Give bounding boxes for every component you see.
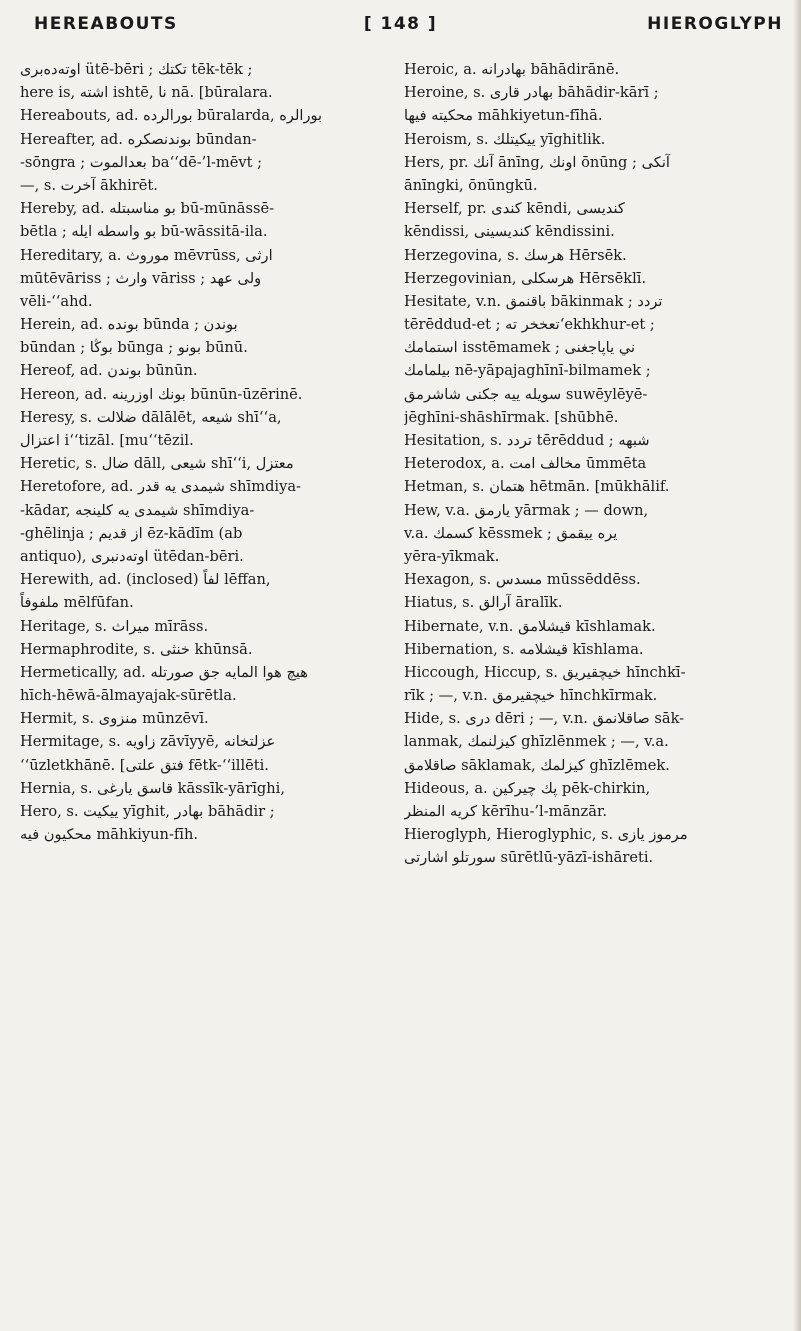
dictionary-line: hīch-hēwā-ālmayajak-sūrētla. bbox=[20, 687, 237, 705]
dictionary-line: Hers, pr. آنك ānīng, اونك ōnūng ; آنكى bbox=[404, 153, 670, 171]
dictionary-line: rīk ; —, v.n. خيچقيرمق hīnchkīrmak. bbox=[404, 687, 658, 705]
dictionary-line: Hereabouts, ad. بورالرده būralarda, بورالره bbox=[20, 107, 323, 125]
dictionary-line: Hiatus, s. آرالق āralīk. bbox=[404, 594, 563, 612]
dictionary-line: Herzegovinian, هرسكلى Hērsēklī. bbox=[404, 269, 647, 287]
dictionary-line: Hereafter, ad. بوندنصكره būndan- bbox=[20, 130, 257, 148]
header-left-word: HEREABOUTS bbox=[34, 14, 178, 34]
dictionary-line: Hexagon, s. مسدس mūssēddēss. bbox=[404, 571, 641, 589]
dictionary-line: استمامك isstēmamek ; ني ياپاجغنى bbox=[404, 339, 636, 357]
dictionary-line: Heresy, s. ضلالت dālālēt, شيعه shī‘‘a, bbox=[20, 408, 282, 426]
right-column bbox=[404, 58, 779, 870]
dictionary-line: Hideous, a. پك چيركين pēk-chirkin, bbox=[404, 779, 651, 797]
dictionary-line: Hiccough, Hiccup, s. خيچقيريق hīnchkī- bbox=[404, 663, 686, 681]
dictionary-line: tērēddud-et ; تعخخر ته‘ekhkhur-et ; bbox=[404, 316, 655, 334]
dictionary-line: Herewith, ad. (inclosed) لفاً lēffan, bbox=[20, 571, 271, 589]
dictionary-line: kēndissi, كنديسينى kēndissini. bbox=[404, 223, 615, 241]
dictionary-line: ‘‘ūzletkhānē. [فتق علتى fētk-‘‘illēti. bbox=[20, 756, 269, 774]
dictionary-line: -kādar, شيمدى يه كلينجه shīmdiya- bbox=[20, 501, 255, 519]
dictionary-line: Hermitage, s. زاويه zāvīyyē, عزلتخانه bbox=[20, 733, 276, 751]
dictionary-line: Hernia, s. قاسق يارغى kāssīk-yārīghi, bbox=[20, 779, 285, 797]
dictionary-line: سورتلو اشارتى sūrētlū-yāzī-ishāreti. bbox=[404, 849, 654, 867]
dictionary-line: اوته‌ده‌بری ütē-bēri ; تكتك tēk-tēk ; bbox=[20, 61, 253, 78]
page-number: [ 148 ] bbox=[363, 14, 438, 34]
dictionary-line: Hereditary, a. موروث mēvrūss, ارثى bbox=[20, 246, 273, 264]
dictionary-line: -ghēlinja ; از قديم ēz-kādīm (ab bbox=[20, 524, 243, 542]
dictionary-line: Hesitation, s. تردد tērēddud ; شبهه bbox=[404, 432, 650, 449]
dictionary-line: بيلمامك nē-yāpajaghīnī-bilmamek ; bbox=[404, 362, 651, 380]
dictionary-line: سويله ييه جكنى شاشرمق suwēylēyē- bbox=[404, 385, 648, 403]
dictionary-line: antiquo), اوته‌دنبرى ütēdan-bēri. bbox=[20, 547, 244, 565]
dictionary-line: —, s. آخرت ākhirēt. bbox=[20, 176, 158, 194]
dictionary-line: محكيته فيها māhkiyetun-fīhā. bbox=[404, 107, 603, 125]
dictionary-line: Hetman, s. هتمان hētmān. [mūkhālif. bbox=[404, 478, 670, 496]
dictionary-line: Hibernate, v.n. قيشلامق kīshlamak. bbox=[404, 617, 656, 635]
dictionary-line: صاقلامق sāklamak, كيزلمك ghīzlēmek. bbox=[404, 756, 670, 774]
left-column bbox=[20, 58, 395, 846]
dictionary-line: Heroism, s. ييكيتلك yīghitlik. bbox=[404, 130, 606, 148]
dictionary-line: Hereby, ad. بو مناسبتله bū-mūnāssē- bbox=[20, 200, 275, 218]
dictionary-line: Hermit, s. منزوى mūnzēvī. bbox=[20, 710, 209, 728]
dictionary-line: būndan ; بوڭا būnga ; بونو būnū. bbox=[20, 339, 248, 357]
dictionary-line: Hieroglyph, Hieroglyphic, s. مرموز يازى bbox=[404, 826, 688, 844]
dictionary-line: vēli-‘‘ahd. bbox=[20, 292, 93, 310]
dictionary-line: محكيون فيه māhkiyun-fīh. bbox=[20, 826, 198, 844]
dictionary-line: jēghīni-shāshīrmak. [shūbhē. bbox=[404, 408, 619, 426]
dictionary-line: v.a. كسمك kēssmek ; يره ييقمق bbox=[404, 524, 618, 542]
dictionary-line: ملفوفاً mēlfūfan. bbox=[20, 594, 134, 612]
dictionary-line: yēra-yīkmak. bbox=[404, 547, 500, 565]
dictionary-line: Herzegovina, s. هرسك Hērsēk. bbox=[404, 246, 627, 264]
dictionary-line: Heterodox, a. مخالف امت ūmmēta bbox=[404, 455, 647, 473]
dictionary-line: اعتزال i‘‘tizāl. [mu‘‘tēzil. bbox=[20, 432, 194, 449]
header-right-word: HIEROGLYPH bbox=[647, 14, 783, 34]
dictionary-line: Heretofore, ad. شيمدى يه قدر shīmdiya- bbox=[20, 478, 301, 496]
dictionary-line: mūtēvāriss ; وارث vāriss ; ولى عهد bbox=[20, 269, 262, 287]
dictionary-line: Heroine, s. بهادر قارى bāhādir-kārī ; bbox=[404, 84, 659, 102]
dictionary-line: bētla ; بو واسطه ايله bū-wāssitā-ila. bbox=[20, 223, 268, 241]
dictionary-line: Herein, ad. بونده būnda ; بوندن bbox=[20, 316, 238, 334]
dictionary-line: Hesitate, v.n. باقنمق bākinmak ; تردد bbox=[404, 292, 663, 310]
dictionary-line: Hibernation, s. قيشلامه kīshlama. bbox=[404, 640, 644, 658]
dictionary-line: Hereon, ad. بونك اوزرينه būnūn-ūzērinē. bbox=[20, 385, 303, 403]
dictionary-line: Heretic, s. ضال dāll, شيعى shī‘‘i, معتزل bbox=[20, 455, 294, 473]
dictionary-line: كريه المنظر kērīhu-’l-mānzār. bbox=[404, 803, 607, 820]
dictionary-line: Hide, s. درى dēri ; —, v.n. صاقلانمق sāk- bbox=[404, 710, 685, 728]
dictionary-line: Heritage, s. ميراث mīrāss. bbox=[20, 617, 209, 635]
dictionary-line: lanmak, كيزلنمك ghīzlēnmek ; —, v.a. bbox=[404, 733, 669, 751]
dictionary-line: Herself, pr. كندى kēndi, كنديسى bbox=[404, 200, 625, 218]
dictionary-line: ānīngki, ōnūngkū. bbox=[404, 176, 538, 194]
dictionary-line: Hermaphrodite, s. خنثى khūnsā. bbox=[20, 640, 253, 658]
dictionary-line: -sōngra ; بعدالموت ba‘‘dē-’l-mēvt ; bbox=[20, 153, 263, 171]
dictionary-line: here is, اشته ishtē, نا nā. [būralara. bbox=[20, 84, 273, 102]
dictionary-line: Hereof, ad. بوندن būnūn. bbox=[20, 362, 198, 380]
dictionary-line: Hew, v.a. يارمق yārmak ; — down, bbox=[404, 501, 649, 519]
page-edge-shadow bbox=[793, 0, 801, 1331]
running-header bbox=[0, 14, 801, 48]
dictionary-line: Hermetically, ad. هيچ هوا المايه جق صورتله bbox=[20, 663, 308, 681]
dictionary-line: Hero, s. ييكيت yīghit, بهادر bāhādir ; bbox=[20, 803, 275, 820]
dictionary-line: Heroic, a. بهادرانه bāhādirānē. bbox=[404, 61, 620, 78]
